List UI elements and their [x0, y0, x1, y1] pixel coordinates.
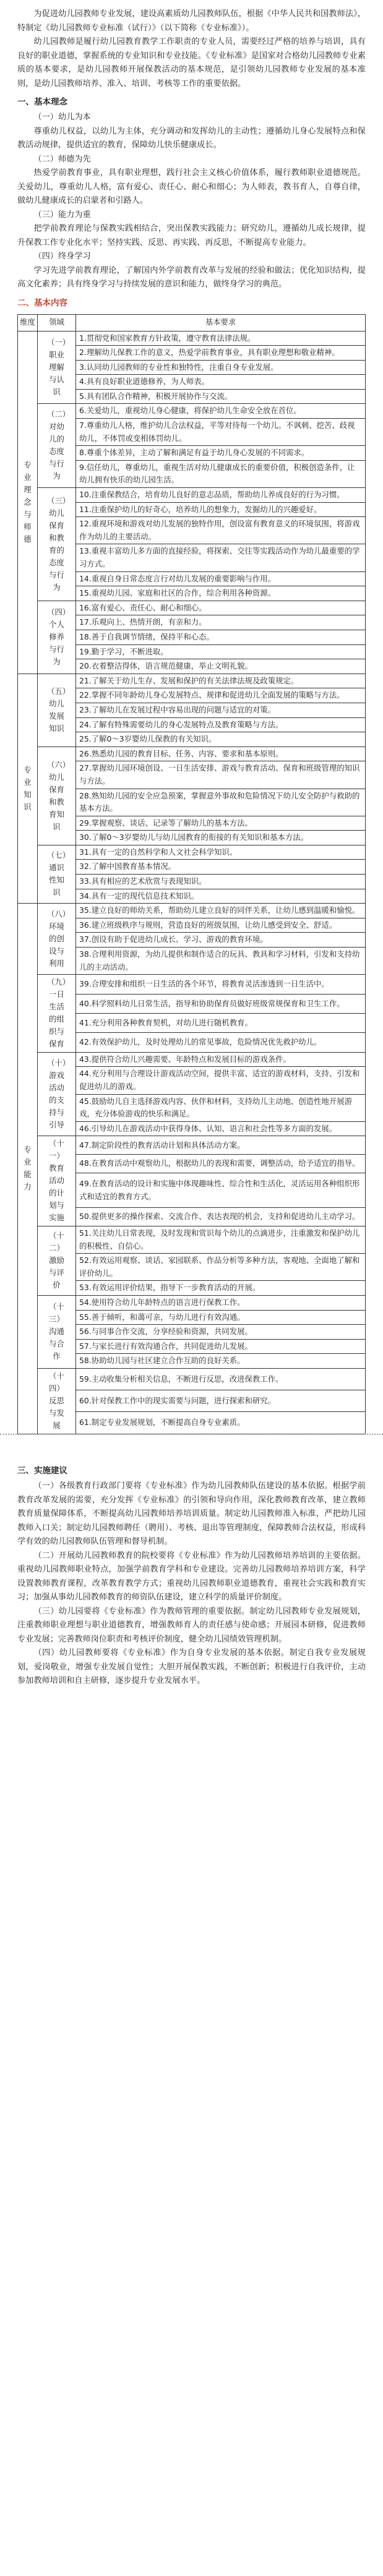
field-cell — [38, 404, 76, 488]
requirement-item: 52.有效运用观察、谈话、家园联系、作品分析等多种方法，客观地、全面地了解和评价幼儿。 — [76, 1254, 366, 1281]
concept-text-1: 尊重幼儿权益，以幼儿为主体，充分调动和发挥幼儿的主动性；遵循幼儿身心发展特点和保教活动规律，提供适宜的教育，保障幼儿快乐健康成长。 — [17, 126, 366, 150]
table-row — [18, 975, 366, 994]
requirement-item: 3.认同幼儿园教师的专业性和独特性，注重自身专业发展。 — [76, 360, 366, 375]
standards-table — [17, 314, 366, 1434]
requirement-item: 14.重视自身日常态度言行对幼儿发展的重要影响与作用。 — [76, 571, 366, 586]
table-row — [18, 1295, 366, 1310]
table-row — [18, 1052, 366, 1067]
requirement-item: 35.建立良好的师幼关系，帮助幼儿建立良好的同伴关系，让幼儿感到温暖和愉悦。 — [76, 904, 366, 918]
table-row — [18, 488, 366, 503]
requirement-item: 53.有效运用评价结果，指导下一步教育活动的开展。 — [76, 1281, 366, 1296]
field-label: （八）环境的创设与利用 — [47, 909, 66, 968]
requirement-item: 55.善于倾听，和蔼可亲，与幼儿进行有效沟通。 — [76, 1310, 366, 1325]
requirement-item: 5.具有团队合作精神，积极开展协作与交流。 — [76, 389, 366, 404]
requirement-item: 31.具有一定的自然科学和人文社会科学知识。 — [76, 845, 366, 860]
dimension-cell — [18, 674, 38, 904]
field-cell — [38, 747, 76, 845]
requirement-item: 43.提供符合幼儿兴趣需要、年龄特点和发展目标的游戏条件。 — [76, 1052, 366, 1067]
field-cell — [38, 975, 76, 1053]
requirement-item: 13.重视丰富幼儿多方面的直接经验，将探索、交往等实践活动作为幼儿最重要的学习方式。 — [76, 544, 366, 571]
requirement-item: 4.具有良好职业道德修养，为人师表。 — [76, 375, 366, 390]
requirement-item: 6.关爱幼儿，重视幼儿身心健康，将保护幼儿生命安全放在首位。 — [76, 404, 366, 419]
requirement-item: 15.重视幼儿园、家庭和社区的合作，综合利用各种资源。 — [76, 586, 366, 601]
table-row — [18, 331, 366, 346]
field-label: （十四）反思与发展 — [49, 1371, 64, 1430]
field-cell — [38, 488, 76, 601]
field-cell — [38, 1295, 76, 1368]
requirement-item: 42.有效保护幼儿，及时处理幼儿的常见事故，危险情况优先救护幼儿。 — [76, 1033, 366, 1052]
table-row — [18, 674, 366, 688]
table-row — [18, 904, 366, 918]
requirement-item: 19.勤于学习，不断进取。 — [76, 644, 366, 659]
requirement-item: 58.协助幼儿园与社区建立合作互助的良好关系。 — [76, 1354, 366, 1369]
field-label: （六）幼儿保育和教育知识 — [47, 760, 66, 831]
field-label: （十三）沟通与合作 — [49, 1302, 64, 1361]
field-cell — [38, 674, 76, 747]
requirement-item: 11.注重保护幼儿的好奇心，培养幼儿的想象力，发掘幼儿的兴趣爱好。 — [76, 502, 366, 517]
requirement-item: 21.了解关于幼儿生存、发展和保护的有关法律法规及政策规定。 — [76, 674, 366, 688]
header-dimension: 维度 — [18, 314, 38, 331]
table-row — [18, 845, 366, 860]
intro-paragraph-2: 幼儿园教师是履行幼儿园教育教学工作职责的专业人员，需要经过严格的培养与培训，具有良好的职业道德，掌握系统的专业知识和专业技能。《专业标准》是国家对合格幼儿园教师专业素质的基本要求，是幼儿园教师开展保教活动的基本规范，是引领幼儿园教师专业发展的基本准则，是幼儿园教师培养、准入、培训、考核等工作的重要依据。 — [17, 37, 366, 88]
requirement-item: 32.了解中国教育基本情况。 — [76, 860, 366, 875]
requirement-item: 57.与家长进行有效沟通合作，共同促进幼儿发展。 — [76, 1339, 366, 1354]
table-row — [18, 601, 366, 615]
requirement-item: 8.尊重个体差异，主动了解和满足有益于幼儿身心发展的不同需求。 — [76, 446, 366, 461]
concept-title-4: （四）终身学习 — [33, 252, 91, 261]
requirement-item: 2.理解幼儿保教工作的意义，热爱学前教育事业，具有职业理想和敬业精神。 — [76, 346, 366, 361]
table-row — [18, 1368, 366, 1390]
requirement-item: 26.熟悉幼儿园的教育目标、任务、内容、要求和基本原则。 — [76, 747, 366, 761]
requirement-item: 18.善于自我调节情绪，保持平和心态。 — [76, 630, 366, 644]
requirement-item: 44.充分利用与合理设计游戏活动空间，提供丰富、适宜的游戏材料，支持、引发和促进幼儿的游戏。 — [76, 1067, 366, 1094]
concept-title-1: （一）幼儿为本 — [33, 113, 91, 122]
requirement-item: 12.重视环境和游戏对幼儿发展的独特作用，创设富有教育意义的环境氛围，将游戏作为幼儿的主要活动。 — [76, 517, 366, 544]
field-cell — [38, 1052, 76, 1136]
requirement-item: 50.提供更多的操作探索、交流合作、表达表现的机会，支持和促进幼儿主动学习。 — [76, 1208, 366, 1226]
requirement-item: 45.鼓励幼儿自主选择游戏内容、伙伴和材料，支持幼儿主动地、创造性地开展游戏，充分体验游戏的快乐和满足。 — [76, 1094, 366, 1121]
requirement-item: 24.了解有特殊需要幼儿的身心发展特点及教育策略与方法。 — [76, 717, 366, 732]
requirement-item: 39.合理安排和组织一日生活的各个环节，将教育灵活渗透到一日生活中。 — [76, 975, 366, 994]
requirement-item: 48.在教育活动中观察幼儿，根据幼儿的表现和需要，调整活动，给予适宜的指导。 — [76, 1155, 366, 1173]
requirement-item: 47.制定阶段性的教育活动计划和具体活动方案。 — [76, 1136, 366, 1155]
field-label: （一）职业理解与认识 — [47, 337, 66, 396]
section-2-heading: 二、基本内容 — [17, 297, 67, 308]
concept-title-2: （二）师德为先 — [33, 154, 91, 164]
requirement-item: 54.使用符合幼儿年龄特点的语言进行保教工作。 — [76, 1295, 366, 1310]
requirement-item: 23.了解幼儿在发展过程中容易出现的问题与适宜的对策。 — [76, 703, 366, 717]
requirement-item: 28.熟知幼儿园的安全应急预案，掌握意外事故和危险情况下幼儿安全防护与救助的基本方法。 — [76, 789, 366, 816]
requirement-item: 37.创设有助于促进幼儿成长、学习、游戏的教育环境。 — [76, 933, 366, 948]
field-label: （九）一日生活的组织与保育 — [47, 977, 66, 1049]
field-cell — [38, 331, 76, 404]
requirement-item: 27.掌握幼儿园环境创设、一日生活安排、游戏与教育活动、保育和班级管理的知识与方法。 — [76, 761, 366, 789]
requirement-item: 38.合理利用资源，为幼儿提供和制作适合的玩具、教具和学习材料，引发和支持幼儿的主动活动。 — [76, 948, 366, 975]
requirement-item: 10.注重保教结合，培育幼儿良好的意志品质，帮助幼儿养成良好的行为习惯。 — [76, 488, 366, 503]
intro-paragraph-1: 为促进幼儿园教师专业发展，建设高素质幼儿园教师队伍，根据《中华人民共和国教师法》，特制定《幼儿园教师专业标准（试行）》（以下简称《专业标准》）。 — [17, 9, 366, 33]
requirement-item: 17.乐观向上、热情开朗，有亲和力。 — [76, 615, 366, 630]
field-cell — [38, 1136, 76, 1226]
field-label: （四）个人修养与行为 — [47, 607, 66, 666]
requirement-item: 9.信任幼儿，尊重幼儿，重视生活对幼儿健康成长的重要价值，积极创造条件，让幼儿拥有快乐的幼儿园生活。 — [76, 460, 366, 487]
field-label: （十二）激励与评价 — [49, 1231, 64, 1290]
requirement-item: 36.建立班级秩序与规则，营造良好的班级氛围，让幼儿感受到安全、舒适。 — [76, 918, 366, 933]
dimension-label: 专业知识 — [24, 764, 32, 811]
field-label: （三）幼儿保育和教育的态度与行为 — [47, 495, 66, 592]
concept-title-3: （三）能力为重 — [33, 210, 91, 220]
requirement-item: 1.贯彻党和国家教育方针政策，遵守教育法律法规。 — [76, 331, 366, 346]
field-label: （十一）教育活动的计划与实施 — [49, 1139, 64, 1223]
requirement-item: 41.充分利用各种教育契机，对幼儿进行随机教育。 — [76, 1014, 366, 1033]
requirement-item: 40.科学照料幼儿日常生活，指导和协助保育员做好班级常规保育和卫生工作。 — [76, 994, 366, 1013]
dimension-cell — [18, 331, 38, 674]
field-cell — [38, 1226, 76, 1295]
table-header-row — [18, 314, 366, 331]
field-label: （五）幼儿发展知识 — [47, 686, 66, 733]
requirement-item: 56.与同事合作交流，分享经验和资源，共同发展。 — [76, 1325, 366, 1340]
requirement-item: 59.主动收集分析相关信息，不断进行反思，改进保教工作。 — [76, 1368, 366, 1390]
header-requirements: 基本要求 — [76, 314, 366, 331]
table-row — [18, 1226, 366, 1253]
requirement-item: 49.在教育活动的设计和实施中体现趣味性、综合性和生活化，灵活运用各种组织形式和适宜的教育方式。 — [76, 1173, 366, 1208]
requirement-item: 25.了解0～3岁婴幼儿保教的有关知识。 — [76, 732, 366, 747]
field-cell — [38, 601, 76, 674]
implementation-paragraph-4: （四）幼儿园教师要将《专业标准》作为自身专业发展的基本依据。制定自我专业发展规划，爱岗敬业，增强专业发展自觉性；大胆开展保教实践，不断创新；积极进行自我评价，主动参加教师培训和自主研修，逐步提升专业发展水平。 — [17, 1648, 366, 1685]
field-cell — [38, 904, 76, 975]
requirement-item: 46.引导幼儿在游戏活动中获得身体、认知、语言和社会性等多方面的发展。 — [76, 1121, 366, 1136]
concepts-list — [17, 111, 366, 292]
dimension-cell — [18, 904, 38, 1434]
header-field: 领域 — [38, 314, 76, 331]
dimension-label: 专业能力 — [24, 1145, 32, 1192]
field-cell — [38, 845, 76, 903]
dimension-label: 专业理念与师德 — [24, 460, 32, 544]
requirement-item: 20.衣着整洁得体，语言规范健康，举止文明礼貌。 — [76, 659, 366, 674]
requirement-item: 61.制定专业发展规划，不断提高自身专业素质。 — [76, 1412, 366, 1434]
requirement-item: 29.掌握观察、谈话、记录等了解幼儿的基本方法。 — [76, 816, 366, 831]
implementation-paragraph-2: （二）开展幼儿园教师教育的院校要将《专业标准》作为幼儿园教师培养培训的主要依据。重视幼儿园教师职业特点，加强学前教育学科和专业建设。完善幼儿园教师培养培训方案，科学设置教师教育课程，改革教育教学方式；重视幼儿园教师职业道德教育，重视社会实践和教育实习；加强从事幼儿园教师教育的师资队伍建设，建立科学的质量评价制度。 — [17, 1551, 366, 1602]
table-row — [18, 747, 366, 761]
implementation-paragraph-3: （三）幼儿园要将《专业标准》作为教师管理的重要依据。制定幼儿园教师专业发展规划，注重教师职业理想与职业道德教育，增强教师育人的责任感与使命感；开展园本研修，促进教师专业发展；完善教师岗位职责和考核评价制度，健全幼儿园绩效管理机制。 — [17, 1606, 366, 1644]
requirement-item: 7.尊重幼儿人格，维护幼儿合法权益，平等对待每一个幼儿。不讽刺、挖苦、歧视幼儿，不体罚或变相体罚幼儿。 — [76, 419, 366, 446]
implementation-paragraph-1: （一）各级教育行政部门要将《专业标准》作为幼儿园教师队伍建设的基本依据。根据学前教育改革发展的需要，充分发挥《专业标准》的引领和导向作用，深化教师教育改革，建立教师教育质量保障体系，不断提高幼儿园教师培养培训质量。制定幼儿园教师准入标准，严把幼儿园教师入口关；制定幼儿园教师聘任（聘用）、考核、退出等管理制度，保障教师合法权益，形成科学有效的幼儿园教师队伍管理和督导机制。 — [17, 1481, 366, 1546]
concept-text-4: 学习先进学前教育理论，了解国内外学前教育改革与发展的经验和做法；优化知识结构，提高文化素养；具有终身学习与持续发展的意识和能力，做终身学习的典范。 — [17, 265, 366, 289]
field-cell — [38, 1368, 76, 1434]
requirement-item: 33.具有相应的艺术欣赏与表现知识。 — [76, 875, 366, 889]
section-1-heading: 一、基本理念 — [17, 97, 67, 107]
requirement-item: 30.了解0～3岁婴幼儿与幼儿园教育的衔接的有关知识和基本方法。 — [76, 831, 366, 845]
field-label: （十）游戏活动的支持与引导 — [47, 1058, 66, 1129]
field-label: （七）通识性知识 — [47, 850, 66, 897]
requirement-item: 22.掌握不同年龄幼儿身心发展特点、规律和促进幼儿全面发展的策略与方法。 — [76, 688, 366, 703]
table-row — [18, 404, 366, 419]
section-3-heading: 三、实施建议 — [17, 1466, 67, 1476]
requirement-item: 34.具有一定的现代信息技术知识。 — [76, 889, 366, 904]
document-page-2 — [0, 1435, 383, 2576]
requirement-item: 51.关注幼儿日常表现，及时发现和赏识每个幼儿的点滴进步，注重激发和保护幼儿的积极性、自信心。 — [76, 1226, 366, 1253]
field-label: （二）对幼儿的态度与行为 — [47, 409, 66, 481]
requirement-item: 60.针对保教工作中的现实需要与问题，进行探索和研究。 — [76, 1390, 366, 1412]
table-row — [18, 1136, 366, 1155]
requirement-item: 16.富有爱心、责任心、耐心和细心。 — [76, 601, 366, 615]
concept-text-2: 热爱学前教育事业，具有职业理想，践行社会主义核心价值体系，履行教师职业道德规范。关爱幼儿，尊重幼儿人格，富有爱心、责任心、耐心和细心；为人师表，教书育人，自尊自律，做幼儿健康成长的启蒙者和引路人。 — [17, 168, 366, 205]
concept-text-3: 把学前教育理论与保教实践相结合，突出保教实践能力；研究幼儿，遵循幼儿成长规律，提升保教工作专业化水平；坚持实践、反思、再实践、再反思，不断提高专业能力。 — [17, 224, 366, 247]
